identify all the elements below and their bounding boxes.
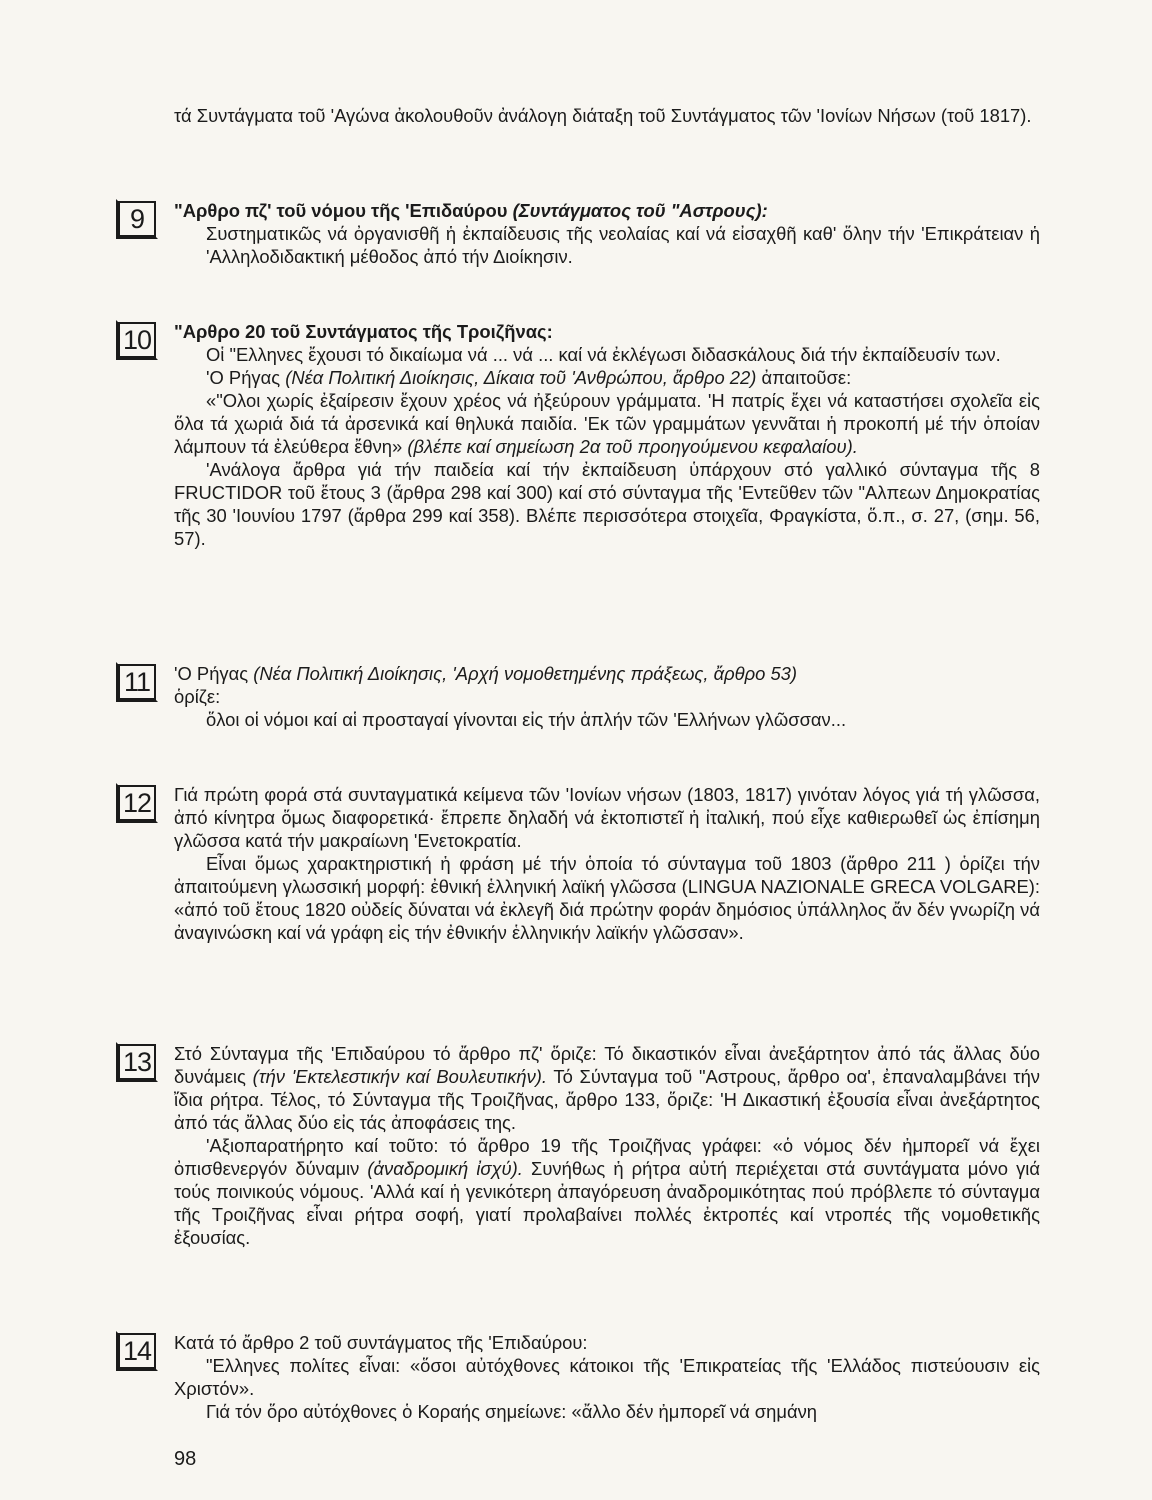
- note-14-para-1: Κατά τό ἄρθρο 2 τοῦ συντάγματος τῆς 'Επιδαύρου:: [174, 1332, 588, 1353]
- note-11: [104, 662, 1044, 731]
- note-10-quote: «"Ολοι χωρίς ἐξαίρεσιν ἔχουν χρέος νά ἠξεύρουν γράμματα. 'Η πατρίς ἔχει νά καταστήσει σχολεῖα εἰς ὅλα τά χωριά διά τά ἀρσενικά καί θηλυκά παιδία. 'Εκ τῶν γραμμάτων γεννᾶται ἡ προκοπή μέ τήν ὁποίαν λάμπουν τά ἐλεύθερα ἔθνη» (βλέπε καί σημείωση 2α τοῦ προηγούμενου κεφαλαίου).: [174, 390, 1040, 457]
- note-11-para-2: ὅλοι οἱ νόμοι καί αἱ προσταγαί γίνονται εἰς τήν ἁπλήν τῶν 'Ελλήνων γλῶσσαν...: [206, 709, 847, 730]
- note-12-para-2: Εἶναι ὅμως χαρακτηριστική ἡ φράση μέ τήν ὁποία τό σύνταγμα τοῦ 1803 (ἄρθρο 211 ) ὁρίζει τήν ἀπαιτούμενη γλωσσική μορφή: ἐθνική ἑλληνική λαϊκή γλῶσσα (LINGUA NAZIONALE GRECA VOLGARE): «ἀπό τοῦ ἔτους 1820 οὐδείς δύναται νά ἐκλεγῆ διά πρώτην φοράν δημόσιος ὑπάλληλος ἄν δέν γνωρίζη νά ἀναγινώσκη καί νά γράφη εἰς τήν ἐθνικήν ἑλληνικήν λαϊκήν γλῶσσαν».: [174, 853, 1040, 943]
- note-number-11: 11: [118, 664, 156, 700]
- intro-paragraph: τά Συντάγματα τοῦ 'Αγώνα ἀκολουθοῦν ἀνάλογη διάταξη τοῦ Συντάγματος τῶν 'Ιονίων Νήσων (τοῦ 1817).: [174, 105, 1032, 126]
- note-12: [104, 783, 1044, 944]
- note-10-para-1: Οἱ "Ελληνες ἔχουσι τό δικαίωμα νά ... νά ... καί νά ἐκλέγωσι διδασκάλους διά τήν ἐκπαίδευσίν των.: [206, 344, 1001, 365]
- note-10-para-2: 'Ο Ρήγας (Νέα Πολιτική Διοίκησις, Δίκαια τοῦ 'Ανθρώπου, ἄρθρο 22) ἀπαιτοῦσε:: [206, 367, 852, 388]
- note-14-para-3: Γιά τόν ὅρο αὐτόχθονες ὁ Κοραής σημείωνε: «ἄλλο δέν ἠμπορεῖ νά σημάνη: [206, 1401, 818, 1422]
- note-14-para-2: "Ελληνες πολίτες εἶναι: «ὅσοι αὐτόχθονες κάτοικοι τῆς 'Επικρατείας τῆς 'Ελλάδος πιστεύουσιν εἰς Χριστόν».: [174, 1355, 1040, 1399]
- note-number-14: 14: [118, 1333, 156, 1369]
- note-10: [104, 320, 1044, 550]
- note-number-12: 12: [118, 785, 156, 821]
- page-number: 98: [174, 1448, 197, 1470]
- note-number-9: 9: [118, 201, 156, 237]
- note-11-para-1: 'Ο Ρήγας (Νέα Πολιτική Διοίκησις, 'Αρχή νομοθετημένης πράξεως, ἄρθρο 53) ὁρίζε:: [174, 663, 798, 707]
- note-number-10: 10: [118, 322, 156, 358]
- note-14: [104, 1331, 1044, 1423]
- note-9-text: Συστηματικῶς νά ὀργανισθῆ ἡ ἐκπαίδευσις τῆς νεολαίας καί νά εἰσαχθῆ καθ' ὅλην τήν 'Επικράτειαν ἡ 'Αλληλοδιδακτική μέθοδος ἀπό τήν Διοίκησιν.: [206, 223, 1040, 267]
- note-10-title: "Αρθρο 20 τοῦ Συντάγματος τῆς Τροιζῆνας:: [174, 321, 553, 342]
- note-13: [104, 1042, 1044, 1249]
- note-9: [104, 199, 1044, 268]
- note-13-para-2: 'Αξιοπαρατήρητο καί τοῦτο: τό ἄρθρο 19 τῆς Τροιζῆνας γράφει: «ὁ νόμος δέν ἠμπορεῖ νά ἔχει ὀπισθενεργόν δύναμιν (ἀναδρομική ἰσχύ). Συνήθως ἡ ρήτρα αὐτή περιέχεται στά συντάγματα μόνο γιά τούς ποινικούς νόμους. 'Αλλά καί ἡ γενικότερη ἀπαγόρευση ἀναδρομικότητας πού πρόβλεπε τό σύνταγμα τῆς Τροιζῆνας εἶναι ρήτρα σοφή, γιατί προλαβαίνει πολλές ἐκτροπές καί ντροπές τῆς νομοθετικῆς ἐξουσίας.: [174, 1135, 1040, 1248]
- note-13-para-1: Στό Σύνταγμα τῆς 'Επιδαύρου τό ἄρθρο πζ' ὅριζε: Τό δικαστικόν εἶναι ἀνεξάρτητον ἀπό τάς ἄλλας δύο δυνάμεις (τήν 'Εκτελεστικήν καί Βουλευτικήν). Τό Σύνταγμα τοῦ "Αστρους, ἄρθρο οα', ἐπαναλαμβάνει τήν ἴδια ρήτρα. Τέλος, τό Σύνταγμα τῆς Τροιζῆνας, ἄρθρο 133, ὅριζε: 'Η Δικαστική ἐξουσία εἶναι ἀνεξάρτητος ἀπό τάς ἄλλας δύο εἰς τάς ἀποφάσεις της.: [174, 1043, 1040, 1133]
- note-10-para-4: 'Ανάλογα ἄρθρα γιά τήν παιδεία καί τήν ἐκπαίδευση ὑπάρχουν στό γαλλικό σύνταγμα τῆς 8 FRUCTIDOR τοῦ ἔτους 3 (ἄρθρα 298 καί 300) καί στό σύνταγμα τῆς 'Εντεῦθεν τῶν "Αλπεων Δημοκρατίας τῆς 30 'Ιουνίου 1797 (ἄρθρα 299 καί 358). Βλέπε περισσότερα στοιχεῖα, Φραγκίστα, ὅ.π., σ. 27, (σημ. 56, 57).: [174, 459, 1040, 549]
- note-9-title: "Αρθρο πζ' τοῦ νόμου τῆς 'Επιδαύρου (Συντάγματος τοῦ "Αστρους):: [174, 200, 768, 221]
- note-number-13: 13: [118, 1044, 156, 1080]
- note-12-para-1: Γιά πρώτη φορά στά συνταγματικά κείμενα τῶν 'Ιονίων νήσων (1803, 1817) γινόταν λόγος γιά τή γλῶσσα, ἀπό κίνητρα ὅμως διαφορετικά· ἔπρεπε δηλαδή νά ἐκτοπιστεῖ ἡ ἰταλική, πού εἶχε καθιερωθεῖ ὡς ἐπίσημη γλῶσσα κατά τήν μακραίωνη 'Ενετοκρατία.: [174, 784, 1040, 851]
